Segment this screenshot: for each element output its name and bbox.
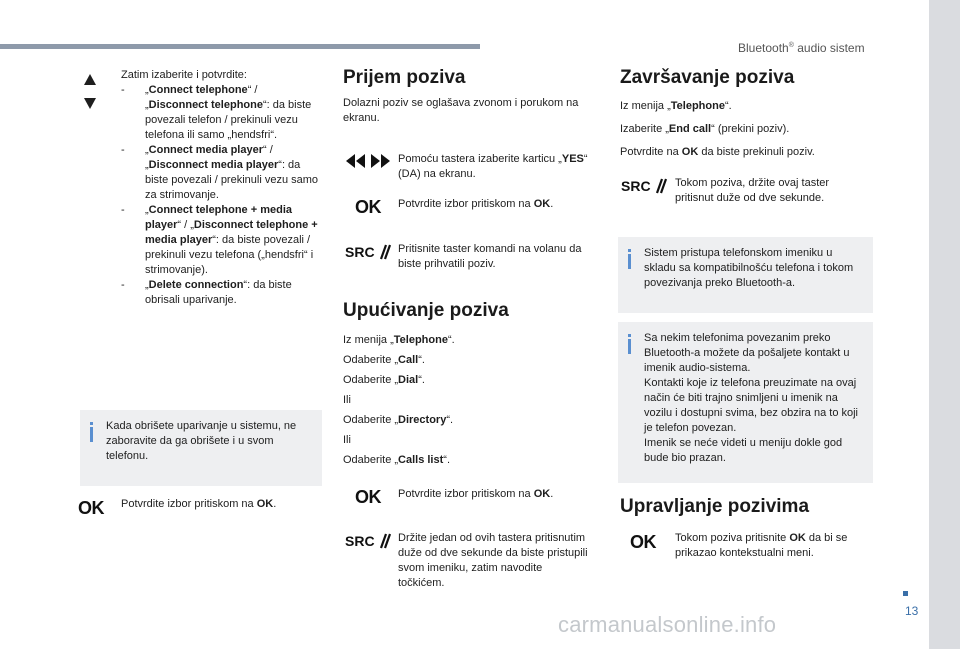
or-text: Ili bbox=[343, 394, 351, 406]
heading-end-call: Završavanje poziva bbox=[620, 67, 795, 88]
outgoing-call-steps bbox=[343, 333, 588, 468]
info-note: Sistem pristupa telefonskom imeniku u skladu sa kompatibilnošću telefona i tokom povezivanja preko Bluetooth-a. bbox=[618, 237, 873, 313]
accept-call-text: Pritisnite taster komandi na volanu da biste prihvatili poziv. bbox=[398, 243, 582, 270]
src-phone-icon: SRC bbox=[345, 532, 391, 550]
info-icon bbox=[90, 422, 93, 442]
step-text: Odaberite „Call“. bbox=[343, 354, 425, 366]
heading-outgoing-call: Upućivanje poziva bbox=[343, 300, 509, 321]
confirm-ok-text: Potvrdite izbor pritiskom na OK. bbox=[398, 198, 554, 210]
step-text: Odaberite „Directory“. bbox=[343, 414, 454, 426]
src-phone-icon: SRC bbox=[621, 177, 667, 195]
ok-instruction: Potvrdite izbor pritiskom na OK. bbox=[121, 498, 277, 510]
page-number: 13 bbox=[905, 604, 919, 618]
info-note: Kada obrišete uparivanje u sistemu, ne zaboravite da ga obrišete i u svom telefonu. bbox=[80, 410, 322, 486]
up-arrow-icon bbox=[84, 74, 96, 85]
page-marker bbox=[903, 591, 908, 596]
info-note: Sa nekim telefonima povezanim preko Bluetooth-a možete da pošaljete kontakt u imenik audio-sistema. Kontakti koje iz telefona preuzimate na ovaj način će biti trajno snimljeni u imenik na vozilu i dostupni svima, bez obzira na to koji je telefon povezan. Imenik se neće videti u meniju dokle god bude bio prazan. bbox=[618, 322, 873, 483]
intro-text: Zatim izaberite i potvrdite: bbox=[121, 69, 247, 81]
or-text: Ili bbox=[343, 434, 351, 446]
page-sidebar bbox=[929, 0, 960, 649]
list-item: - „Delete connection“: da biste obrisali uparivanje. bbox=[121, 279, 292, 306]
ok-button-icon: OK bbox=[630, 532, 656, 552]
down-arrow-icon bbox=[84, 98, 96, 109]
connection-options bbox=[121, 68, 321, 308]
end-call-steps bbox=[620, 99, 870, 160]
step-text: Odaberite „Calls list“. bbox=[343, 454, 451, 466]
watermark: carmanualsonline.info bbox=[558, 612, 777, 637]
left-right-arrows-icon bbox=[345, 153, 391, 169]
list-item: - „Connect telephone“ / „Disconnect telephone“: da biste povezali telefon / prekinuli vezu telefona ili samo „hendsfri“. bbox=[121, 84, 312, 141]
step-text: Iz menija „Telephone“. bbox=[343, 334, 455, 346]
ok-button-icon: OK bbox=[355, 197, 381, 217]
context-menu-text: Tokom poziva pritisnite OK da bi se prikazao kontekstualni meni. bbox=[675, 532, 848, 559]
step-text: Izaberite „End call“ (prekini poziv). bbox=[620, 123, 790, 135]
heading-call-management: Upravljanje pozivima bbox=[620, 496, 810, 517]
info-icon bbox=[628, 334, 631, 354]
info-icon bbox=[628, 249, 631, 269]
ok-button-icon: OK bbox=[355, 487, 381, 507]
section-title: Bluetooth® audio sistem bbox=[738, 41, 865, 55]
list-item: - „Connect telephone + media player“ / „Disconnect telephone + media player“: da biste povezali / prekinuli vezu telefona („hendsfri“ i strimovanje). bbox=[121, 204, 318, 276]
select-yes-text: Pomoću tastera izaberite karticu „YES“ (DA) na ekranu. bbox=[398, 153, 588, 180]
step-text: Odaberite „Dial“. bbox=[343, 374, 425, 386]
ok-button-icon: OK bbox=[78, 498, 104, 518]
src-phone-icon: SRC bbox=[345, 243, 391, 261]
incoming-call-text: Dolazni poziv se oglašava zvonom i porukom na ekranu. bbox=[343, 97, 579, 124]
heading-incoming-call: Prijem poziva bbox=[343, 67, 466, 88]
confirm-ok-text: Potvrdite izbor pritiskom na OK. bbox=[398, 488, 554, 500]
list-item: - „Connect media player“ / „Disconnect media player“: da biste povezali / prekinuli vezu samo za strimovanje. bbox=[121, 144, 319, 201]
step-text: Potvrdite na OK da biste prekinuli poziv. bbox=[620, 146, 815, 158]
step-text: Iz menija „Telephone“. bbox=[620, 100, 732, 112]
phonebook-text: Držite jedan od ovih tastera pritisnutim duže od dve sekunde da biste pristupili svom imeniku, zatim navodite točkićem. bbox=[398, 532, 588, 589]
hold-button-text: Tokom poziva, držite ovaj taster pritisnut duže od dve sekunde. bbox=[675, 177, 830, 204]
header-bar bbox=[0, 44, 480, 49]
